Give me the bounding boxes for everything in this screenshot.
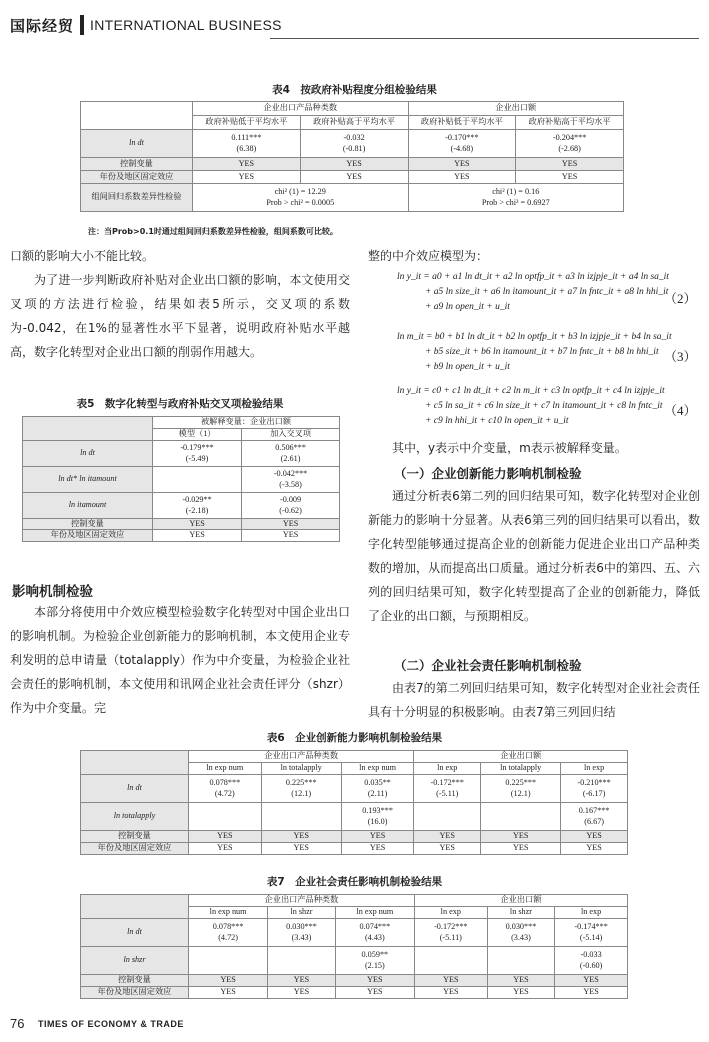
table5-corner [23,417,153,441]
table4-cell: -0.032 (-0.81) [300,130,408,158]
table7-cell: YES [268,975,336,987]
subsection-heading: （二）企业社会责任影响机制检验 [394,658,582,673]
table6-cell: 0.035** (2.11) [341,775,414,803]
table6-row-lndt: ln dt [81,775,189,803]
table7-cell: -0.174*** (-5.14) [555,919,628,947]
paragraph: 其中，y表示中介变量，m表示被解释变量。 [392,441,627,455]
paragraph: 由表7的第二列回归结果可知，数字化转型对企业社会责任具有十分明显的积极影响。由表7第三列回归结 [368,681,700,719]
equation-2: ln y_it = a0 + a1 ln dt_it + a2 ln optfp_it + a3 ln izjpje_it + a4 ln sa_it + a5 ln size_it + a6 ln itamount_it + a7 ln fntc_it + a8 ln hhi_it + a9 ln open_it + u_it [397,272,669,312]
table7-cell: YES [335,975,414,987]
table4-cell: YES [300,158,408,171]
table6-row-fe: 年份及地区固定效应 [81,843,189,855]
equation-number: （4） [664,403,697,418]
header-divider [80,15,84,35]
table5-sub: 模型（1） [153,429,242,441]
table5-cell: -0.042*** (-3.58) [242,467,340,493]
table4-sub: 政府补贴低于平均水平 [193,116,301,130]
table6-cell: 0.225*** (12.1) [481,775,561,803]
paragraph: 为了进一步判断政府补贴对企业出口额的影响，本文使用交叉项的方法进行检验，结果如表5所示，交叉项的系数为-0.042，在1%的显著性水平下显著，说明政府补贴水平越高，数字化转型对企业出口额的削弱作用越大。 [10,273,350,359]
table7-cell: YES [189,975,268,987]
table6-cell: 0.167*** (6.67) [561,803,628,831]
table6-sub: ln exp [561,763,628,775]
table4-cell: -0.204*** (-2.68) [516,130,624,158]
table6-cell: YES [414,831,481,843]
table6-cell: YES [561,831,628,843]
table6-cell: 0.078*** (4.72) [189,775,262,803]
right-text-2 [368,484,700,628]
table5-head: 被解释变量：企业出口额 [153,417,340,429]
equation-4: ln y_it = c0 + c1 ln dt_it + c2 ln m_it + c3 ln optfp_it + c4 ln izjpje_it + c5 ln sa_it + c6 ln size_it + c7 ln itamount_it + c8 ln fntc_it + c9 ln hhi_it + c10 ln open_it + u_it [397,386,665,426]
table6-cell: YES [261,831,341,843]
table5-cell: -0.029** (-2.18) [153,493,242,519]
table4-test1: chi² (1) = 12.29 Prob > chi² = 0.0005 [193,184,409,212]
table4-row-lndt: ln dt [81,130,193,158]
table4-cell: YES [193,158,301,171]
table6-sub: ln exp [414,763,481,775]
table7-cell: YES [189,987,268,999]
paragraph: 口额的影响大小不能比较。 [10,249,155,263]
table6-cell [414,803,481,831]
table6-cell [481,803,561,831]
table7-cell [268,947,336,975]
table4-cell: YES [408,171,516,184]
table4-sub: 政府补贴高于平均水平 [516,116,624,130]
table7-cell: YES [487,975,555,987]
table6-sub: ln exp num [341,763,414,775]
table6-cell: YES [189,831,262,843]
table7-row-ctrl: 控制变量 [81,975,189,987]
section-heading: 影响机制检验 [12,584,93,600]
table7-group2: 企业出口额 [414,895,627,907]
table6-cell: YES [414,843,481,855]
table4-row-fe: 年份及地区固定效应 [81,171,193,184]
table6-group2: 企业出口额 [414,751,628,763]
table6-caption: 表6 企业创新能力影响机制检验结果 [266,732,443,744]
table6-row-totalapply: ln totalapply [81,803,189,831]
table5-row-fe: 年份及地区固定效应 [23,530,153,541]
table6-cell: YES [261,843,341,855]
table7-sub: ln exp num [189,907,268,919]
table4-cell: -0.170*** (-4.68) [408,130,516,158]
header-rule [270,38,699,39]
table4-cell: 0.111*** (6.38) [193,130,301,158]
table4-cell: YES [516,158,624,171]
table7-sub: ln shzr [487,907,555,919]
table5 [22,416,340,542]
table6-cell: 0.225*** (12.1) [261,775,341,803]
table5-cell: 0.506*** (2.61) [242,441,340,467]
table7-cell: YES [487,987,555,999]
table5-cell: -0.009 (-0.62) [242,493,340,519]
table5-cell: YES [242,519,340,530]
table7-row-fe: 年份及地区固定效应 [81,987,189,999]
table7-cell: YES [414,987,487,999]
table5-row-cross: ln dt* ln itamount [23,467,153,493]
equation-3: ln m_it = b0 + b1 ln dt_it + b2 ln optfp_it + b3 ln izjpje_it + b4 ln sa_it + b5 size_it + b6 ln itamount_it + b7 ln fntc_it + b8 ln hhi_it + b9 ln open_it + u_it [397,332,672,372]
table6-corner [81,751,189,775]
table6-cell: -0.172*** (-5.11) [414,775,481,803]
journal-name: TIMES OF ECONOMY & TRADE [38,1019,184,1029]
table4-cell: YES [408,158,516,171]
table4-group2: 企业出口额 [408,102,624,116]
table4-cell: YES [300,171,408,184]
table7-cell: 0.030*** (3.43) [268,919,336,947]
table6-sub: ln totalapply [261,763,341,775]
table7-cell: -0.033 (-0.60) [555,947,628,975]
table7-cell: YES [335,987,414,999]
running-header [10,12,282,38]
table6-group1: 企业出口产品种类数 [189,751,414,763]
equation-number: （2） [664,291,697,306]
table5-cell: YES [153,519,242,530]
table7-cell: YES [555,987,628,999]
table5-cell: YES [153,530,242,541]
paragraph: 整的中介效应模型为： [368,249,489,263]
table4-test2: chi² (1) = 0.16 Prob > chi² = 0.6927 [408,184,624,212]
table7 [80,894,628,999]
table7-cell [487,947,555,975]
table7-cell: 0.030*** (3.43) [487,919,555,947]
table4-sub: 政府补贴高于平均水平 [300,116,408,130]
header-en: INTERNATIONAL BUSINESS [90,17,282,33]
table4-cell: YES [193,171,301,184]
table7-group1: 企业出口产品种类数 [189,895,415,907]
subsection-heading: （一）企业创新能力影响机制检验 [394,466,582,481]
table7-cell: YES [555,975,628,987]
table6-cell: -0.210*** (-6.17) [561,775,628,803]
table7-corner [81,895,189,919]
right-text-1 [368,436,700,460]
table5-row-ctrl: 控制变量 [23,519,153,530]
table6-cell: YES [481,831,561,843]
table5-cell: -0.179*** (-5.49) [153,441,242,467]
table7-cell: 0.074*** (4.43) [335,919,414,947]
table7-cell: -0.172*** (-5.11) [414,919,487,947]
table5-caption: 表5 数字化转型与政府补贴交叉项检验结果 [76,398,284,410]
table6-cell: YES [189,843,262,855]
right-intro [368,244,700,268]
table7-sub: ln shzr [268,907,336,919]
left-column-bottom [10,600,350,720]
table4-note: 注：当Prob>0.1时通过组间回归系数差异性检验，组间系数可比较。 [88,227,338,236]
table6-cell [189,803,262,831]
page-number: 76 [10,1016,25,1031]
table6-cell: YES [481,843,561,855]
table7-row-shzr: ln shzr [81,947,189,975]
table6-cell: YES [341,831,414,843]
table6-row-ctrl: 控制变量 [81,831,189,843]
table7-sub: ln exp num [335,907,414,919]
table7-caption: 表7 企业社会责任影响机制检验结果 [266,876,443,888]
table4-cell: YES [516,171,624,184]
table5-cell: YES [242,530,340,541]
table5-sub: 加入交叉项 [242,429,340,441]
table6-sub: ln exp num [189,763,262,775]
header-cn: 国际经贸 [10,16,75,35]
table7-cell [414,947,487,975]
table5-row-itamount: ln itamount [23,493,153,519]
table6-cell: 0.193*** (16.0) [341,803,414,831]
equation-number: （3） [664,349,697,364]
table5-row-lndt: ln dt [23,441,153,467]
table7-cell: YES [268,987,336,999]
table7-cell [189,947,268,975]
table7-row-lndt: ln dt [81,919,189,947]
table7-sub: ln exp [555,907,628,919]
table4-sub: 政府补贴低于平均水平 [408,116,516,130]
table4-corner [81,102,193,130]
table5-cell [153,467,242,493]
table6 [80,750,628,855]
table7-cell: YES [414,975,487,987]
table6-cell: YES [561,843,628,855]
table4-row-ctrl: 控制变量 [81,158,193,171]
paragraph: 本部分将使用中介效应模型检验数字化转型对中国企业出口的影响机制。为检验企业创新能力的影响机制，本文使用企业专利发明的总申请量（totalapply）作为中介变量，为检验企业社会责任的影响机制，本文使用和讯网企业社会责任评分（shzr）作为中介变量。完 [10,605,350,715]
table4 [80,101,624,212]
table7-cell: 0.059** (2.15) [335,947,414,975]
table4-group1: 企业出口产品种类数 [193,102,409,116]
table6-sub: ln totalapply [481,763,561,775]
table4-row-test: 组间回归系数差异性检验 [81,184,193,212]
table4-caption: 表4 按政府补贴程度分组检验结果 [272,84,437,96]
table6-cell: YES [341,843,414,855]
table6-cell [261,803,341,831]
right-text-3 [368,676,700,724]
paragraph: 通过分析表6第二列的回归结果可知，数字化转型对企业创新能力的影响十分显著。从表6第三列的回归结果可以看出，数字化转型能够通过提高企业的创新能力促进企业出口产品种类数的增加，从而提高出口质量。通过分析表6中的第四、五、六列的回归结果可知，数字化转型提高了企业的创新能力，降低了企业的出口额，与预期相反。 [368,489,700,623]
table7-sub: ln exp [414,907,487,919]
table7-cell: 0.078*** (4.72) [189,919,268,947]
left-column-top [10,244,350,364]
